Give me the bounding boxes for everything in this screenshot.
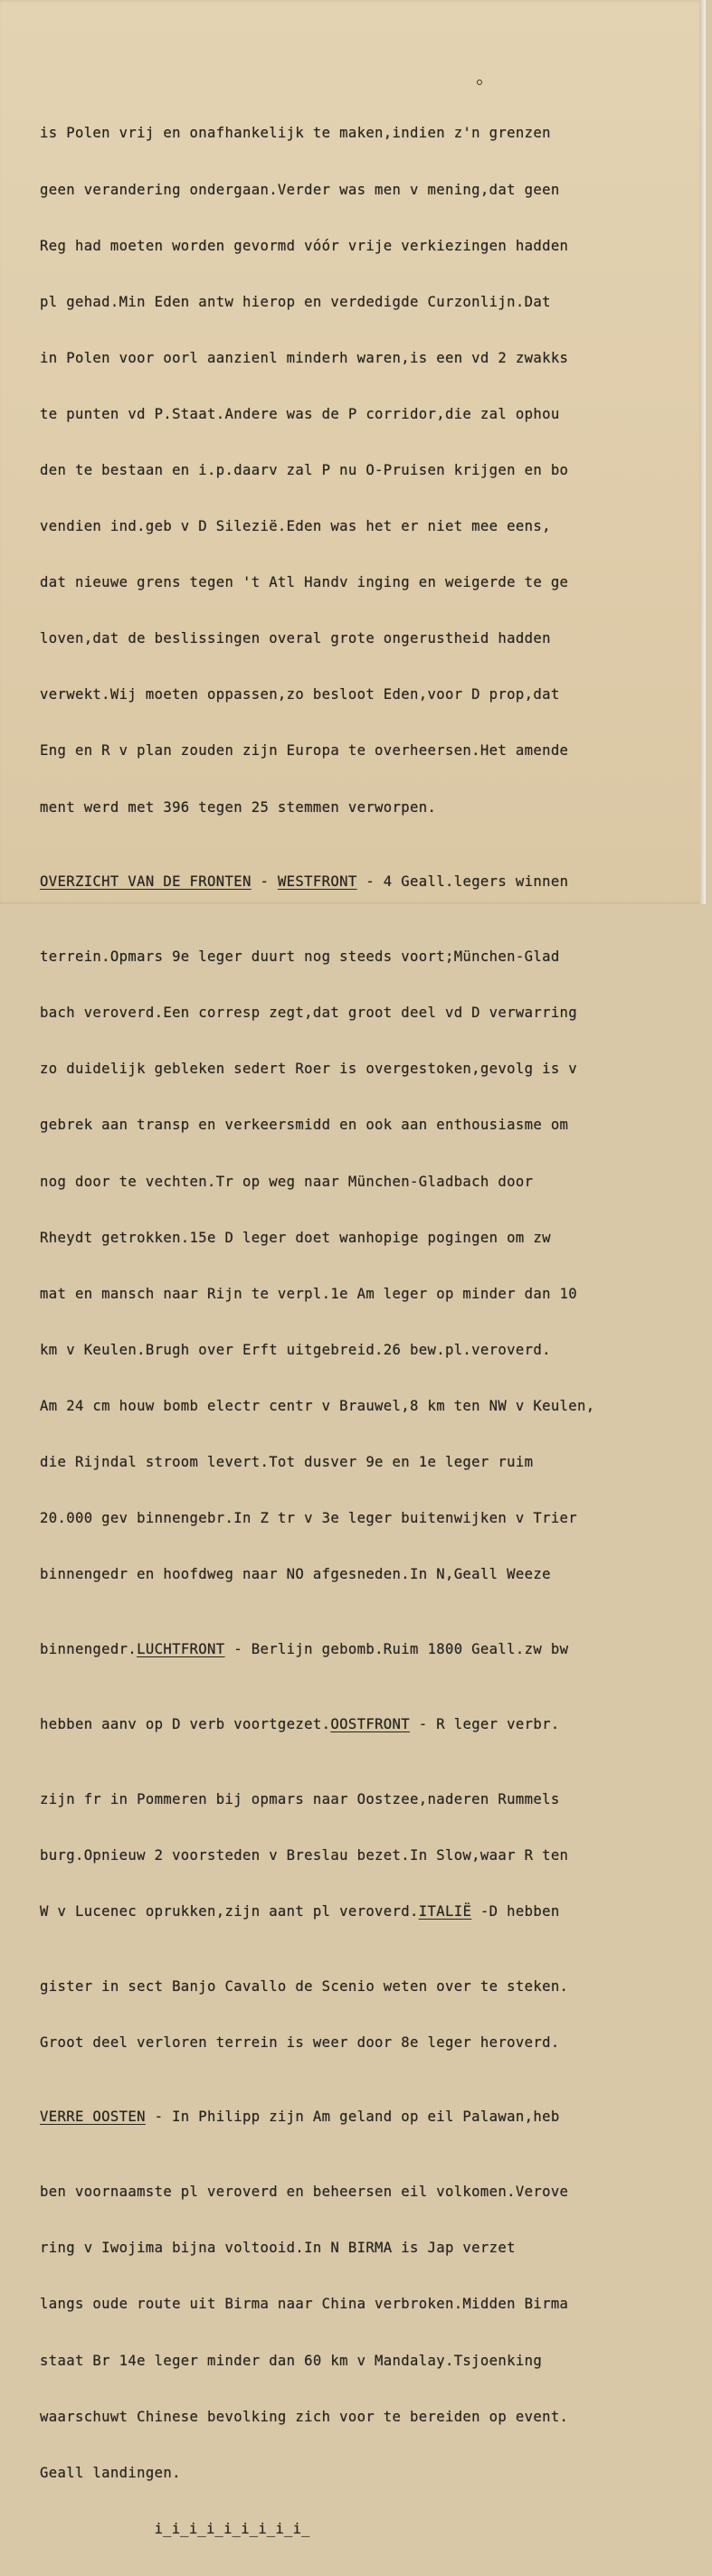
text-line: dat nieuwe grens tegen 't Atl Handv inging en weigerde te ge — [40, 574, 569, 591]
text-line: zo duidelijk gebleken sedert Roer is overgestoken,gevolg is v — [40, 1061, 578, 1078]
text-line: Geall landingen. — [40, 2464, 181, 2481]
section-line-italie — [40, 1902, 700, 1921]
text-line: ben voornaamste pl veroverd en beheersen eil volkomen.Verove — [40, 2184, 569, 2201]
heading-overzicht-fronten: OVERZICHT VAN DE FRONTEN — [40, 873, 252, 891]
end-separator: i̲i̲i̲i̲i̲i̲i̲i̲i̲ — [40, 2520, 310, 2537]
text-line: verwekt.Wij moeten oppassen,zo besloot Eden,voor D prop,dat — [40, 686, 560, 703]
text-line: bach veroverd.Een corresp zegt,dat groot deel vd D verwarring — [40, 1005, 578, 1022]
text-line: waarschuwt Chinese bevolking zich voor te bereiden op event. — [40, 2408, 569, 2425]
text-line: nog door te vechten.Tr op weg naar München-Gladbach door — [40, 1173, 534, 1190]
text-fragment: hebben aanv op D verb voortgezet. — [40, 1715, 331, 1732]
text-line: te punten vd P.Staat.Andere was de P corridor,die zal ophou — [40, 405, 560, 422]
section-line-westfront: OVERZICHT VAN DE FRONTEN - WESTFRONT - 4 Geall.legers winnen — [40, 873, 569, 891]
section-line-oostfront — [40, 1715, 700, 1734]
text-line: vendien ind.geb v D Silezië.Eden was het er niet mee eens, — [40, 518, 551, 535]
text-line: den te bestaan en i.p.daarv zal P nu O-Pruisen krijgen en bo — [40, 461, 569, 478]
text-line: gister in sect Banjo Cavallo de Scenio weten over te steken. — [40, 1977, 569, 1995]
text-line: ment werd met 396 tegen 25 stemmen verworpen. — [40, 798, 437, 816]
text-line: Groot deel verloren terrein is weer door 8e leger heroverd. — [40, 2033, 560, 2051]
text-line: terrein.Opmars 9e leger duurt nog steeds voort;München-Glad — [40, 948, 560, 966]
heading-westfront: WESTFRONT — [277, 873, 357, 891]
heading-oostfront: OOSTFRONT — [330, 1715, 411, 1732]
heading-luchtfront: LUCHTFRONT — [137, 1640, 225, 1657]
typewritten-text — [40, 87, 700, 2576]
text-line: pl gehad.Min Eden antw hierop en verdedigde Curzonlijn.Dat — [40, 293, 551, 310]
text-line: zijn fr in Pommeren bij opmars naar Oostzee,naderen Rummels — [40, 1790, 560, 1807]
text-fragment: - 4 Geall.legers winnen — [356, 873, 569, 891]
text-line: mat en mansch naar Rijn te verpl.1e Am leger op minder dan 10 — [40, 1285, 578, 1302]
text-fragment: - In Philipp zijn Am geland op eil Palawan,heb — [145, 2109, 560, 2126]
text-line: burg.Opnieuw 2 voorsteden v Breslau bezet.In Slow,waar R ten — [40, 1846, 569, 1864]
text-line: km v Keulen.Brugh over Erft uitgebreid.26 bew.pl.veroverd. — [40, 1341, 551, 1358]
text-line: gebrek aan transp en verkeersmidd en ook aan enthousiasme om — [40, 1117, 569, 1134]
text-line: Eng en R v plan zouden zijn Europa te overheersen.Het amende — [40, 742, 569, 760]
text-line: langs oude route uit Birma naar China verbroken.Midden Birma — [40, 2296, 569, 2313]
section-line-verre-oosten — [40, 2108, 700, 2127]
heading-verre-oosten: VERRE OOSTEN — [40, 2109, 146, 2126]
text-fragment: - R leger verbr. — [410, 1715, 560, 1732]
paper-mark — [477, 80, 482, 85]
text-line: staat Br 14e leger minder dan 60 km v Mandalay.Tsjoenking — [40, 2352, 543, 2369]
text-fragment: binnengedr. — [40, 1640, 138, 1657]
text-line: is Polen vrij en onafhankelijk te maken,indien z'n grenzen — [40, 125, 551, 142]
heading-italie: ITALIË — [418, 1902, 472, 1920]
text-line: Am 24 cm houw bomb electr centr v Brauwel,8 km ten NW v Keulen, — [40, 1397, 595, 1414]
text-fragment: - Berlijn gebomb.Ruim 1800 Geall.zw bw — [224, 1640, 569, 1657]
text-line: Reg had moeten worden gevormd vóór vrije verkiezingen hadden — [40, 237, 569, 254]
section-line-luchtfront — [40, 1640, 700, 1659]
text-line: loven,dat de beslissingen overal grote ongerustheid hadden — [40, 630, 551, 647]
text-line: binnengedr en hoofdweg naar NO afgesneden.In N,Geall Weeze — [40, 1566, 551, 1583]
text-fragment: W v Lucenec oprukken,zijn aant pl veroverd. — [40, 1902, 419, 1920]
text-line: die Rijndal stroom levert.Tot dusver 9e en 1e leger ruim — [40, 1453, 534, 1470]
text-line: ring v Iwojima bijna voltooid.In N BIRMA is Jap verzet — [40, 2240, 516, 2257]
text-line: Rheydt getrokken.15e D leger doet wanhopige pogingen om zw — [40, 1229, 551, 1246]
text-fragment: -D hebben — [471, 1902, 560, 1920]
text-line: in Polen voor oorl aanzienl minderh waren,is een vd 2 zwakks — [40, 349, 569, 366]
text-line: 20.000 gev binnengebr.In Z tr v 3e leger buitenwijken v Trier — [40, 1510, 578, 1527]
text-line: geen verandering ondergaan.Verder was men v mening,dat geen — [40, 181, 560, 198]
paper-edge — [699, 0, 706, 904]
